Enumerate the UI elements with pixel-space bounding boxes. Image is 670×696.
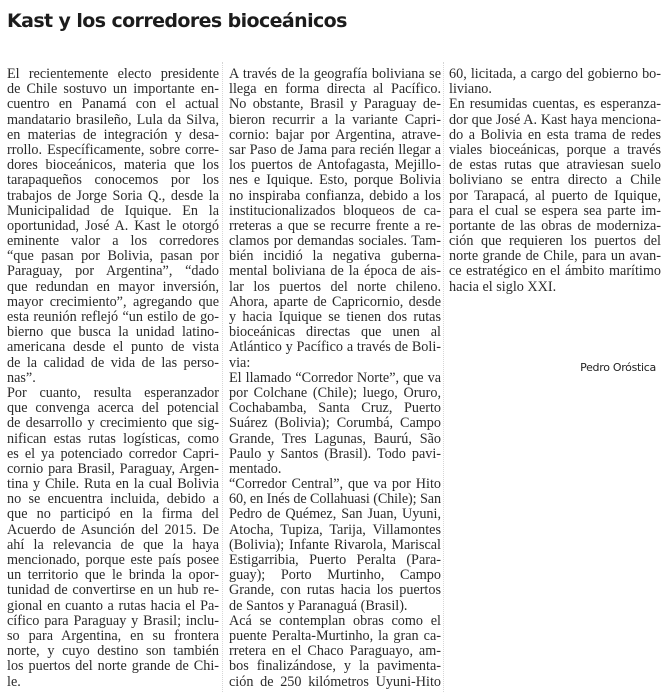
text-line: tarapaqueños conocemos por los [7,172,219,189]
text-line: norte, y cuyo destino son también [7,643,219,660]
text-line: por Colchane (Chile); luego, Oruro, [229,384,441,401]
text-line: no se encuentra incluida, debido a [7,491,219,508]
text-line: bieron recurrir a la variante Capri- [229,111,441,128]
text-line: de la calidad de vida de las perso- [7,354,219,371]
column-divider [443,62,444,692]
text-line: guay); Porto Murtinho, Campo [229,567,441,584]
text-line: y hacia Iquique se tienen dos rutas [229,309,441,325]
text-line: Grande, Tres Lagunas, Baurú, São [229,430,441,447]
paragraph [7,386,219,690]
text-line: esta reunión reflejó “un estilo de go- [7,309,219,325]
text-line: portante de las obras de moderniza- [449,217,661,234]
paragraph [229,371,441,477]
text-line: de Santos y Paranaguá (Brasil). [229,597,408,614]
text-line: Atocha, Tupiza, Tarija, Villamontes [229,521,441,538]
paragraph [449,97,661,294]
text-line: Grande, con rutas hacia los puertos [229,582,441,599]
text-line: ción de 250 kilómetros Uyuni-Hito [229,673,441,690]
text-line: trabajos de Jorge Soria Q., desde la [7,187,219,204]
article-column-3 [449,67,661,295]
text-line: es el ya potenciado corredor Capri- [7,445,219,462]
text-line: Suárez (Bolivia); Corumbá, Campo [229,415,441,432]
text-line: Atlántico y Pacífico a través de Boli- [229,339,441,356]
text-line: tunidad de convertirse en un hub re- [7,582,219,599]
text-line: que no participó en la firma del [7,506,219,523]
paragraph [229,67,441,371]
text-line: que convenga acerca del potencial [7,400,219,417]
text-line: 60, licitada, a cargo del gobierno bo- [449,66,661,82]
text-line: so para Argentina, en su frontera [7,627,219,644]
text-line: nas”. [7,369,36,386]
text-line: rrollo. Específicamente, sobre corre- [7,141,219,158]
text-line: clamos por demandas sociales. Tam- [229,233,441,250]
author-byline: Pedro Oróstica [580,361,656,374]
text-line: llega en forma directa al Pacífico. [229,81,441,98]
text-line: Municipalidad de Iquique. En la [7,202,219,219]
text-line: En resumidas cuentas, es esperanza- [449,96,661,113]
text-line: bién incidió la negativa guberna- [229,248,441,265]
text-line: un territorio que le brinda la opor- [7,567,219,584]
text-line: El llamado “Corredor Norte”, que va [229,369,441,386]
text-line: gional en cuanto a rutas hacia el Pa- [7,597,219,614]
text-line: que redundan en mayor inversión, [7,278,219,295]
text-line: liviano. [449,81,492,98]
text-line: Estigarribia, Puerto Peralta (Para- [229,552,441,568]
text-line: oportunidad, José A. Kast le otorgó [7,217,219,234]
text-line: No obstante, Brasil y Paraguay de- [229,96,441,113]
text-line: Ahora, aparte de Capricornio, desde [229,293,441,310]
text-line: ce estratégico en el ámbito marítimo [449,263,661,280]
paragraph [229,614,441,690]
text-line: hacia el siglo XXI. [449,278,557,295]
text-line: ahí la relevancia de que la haya [7,536,219,553]
text-line: americana desde el punto de vista [7,339,219,356]
text-line: eminente valor a los corredores [7,233,219,250]
text-line: viales bioceánicas, porque a través [449,141,661,158]
text-line: mencionado, porque este país posee [7,552,219,568]
text-line: dor que José A. Kast haya menciona- [449,111,661,128]
text-line: Acuerdo de Asunción del 2015. De [7,521,219,538]
text-line: de desarrollo y crecimiento que sig- [7,415,219,432]
text-line: bos finalizándose, y la pavimenta- [229,658,441,675]
text-line: de Chile sostuvo un importante en- [7,81,219,98]
text-line: ción que requieren los puertos del [449,233,661,250]
text-line: por Tarapacá, al puerto de Iquique, [449,187,661,204]
text-line: Pedro de Quémez, San Juan, Uyuni, [229,506,441,523]
article-column-2 [229,67,441,690]
column-divider [222,62,223,692]
text-line: tina y Chile. Ruta en la cual Bolivia [7,476,219,493]
text-line: boliviano se entra directo a Chile [449,172,661,189]
paragraph [7,67,219,386]
text-line: no inspiraba confianza, debido a los [229,187,441,204]
text-line: en materias de integración y desa- [7,126,219,143]
text-line: los puertos del norte grande de Chi- [7,658,219,675]
text-line: rretera en el Chaco Paraguayo, am- [229,643,441,660]
text-line: puente Peralta-Murtinho, la gran ca- [229,627,441,644]
text-line: Paraguay, por Argentina”, “dado [7,263,219,280]
article-title: Kast y los corredores bioceánicos [7,10,347,32]
text-line: Por cuanto, resulta esperanzador [7,384,219,401]
text-line: 60, en Inés de Collahuasi (Chile); San [229,491,441,508]
text-line: mayor crecimiento”, agregando que [7,293,219,310]
text-line: sar Paso de Jama para recién llegar a [229,141,441,158]
text-line: cornio para Brasil, Paraguay, Argen- [7,460,219,477]
paragraph [229,477,441,614]
article-column-1 [7,67,219,690]
text-line: dores bioceánicos, materia que los [7,157,219,174]
text-line: Paulo y Santos (Brasil). Todo pavi- [229,445,441,462]
text-line: nes e Iquique. Esto, porque Bolivia [229,172,441,189]
text-line: via: [229,354,251,371]
text-line: mental boliviana de la época de ais- [229,263,441,280]
text-line: El recientemente electo presidente [7,66,219,82]
text-line: bioceánicas directas que unen al [229,324,441,341]
text-line: mentado. [229,460,282,477]
text-line: para el cual se espera sea parte im- [449,202,661,219]
text-line: A través de la geografía boliviana se [229,66,441,82]
text-line: mandatario brasileño, Lula da Silva, [7,111,219,128]
text-line: Acá se contemplan obras como el [229,612,441,629]
text-line: de estas rutas que atraviesan suelo [449,157,661,174]
text-line: cuentro en Panamá con el actual [7,96,219,113]
text-line: cífico para Paraguay y Brasil; inclu- [7,612,219,629]
text-line: institucionalizados bloqueos de ca- [229,202,441,219]
text-line: los puertos de Antofagasta, Mejillo- [229,157,441,174]
text-line: “que pasan por Bolivia, pasan por [7,248,219,265]
text-line: do a Bolivia en esta trama de redes [449,126,661,143]
text-line: rreteras a que se recurre frente a re- [229,217,441,234]
text-line: le. [7,673,21,690]
text-line: Cochabamba, Santa Cruz, Puerto [229,400,441,417]
paragraph [449,67,661,97]
text-line: lar los puertos del norte chileno. [229,278,441,295]
text-line: bierno que busca la unidad latino- [7,324,219,341]
text-line: “Corredor Central”, que va por Hito [229,476,441,493]
text-line: (Bolivia); Infante Rivarola, Mariscal [229,536,441,553]
text-line: cornio: bajar por Argentina, atrave- [229,126,441,143]
text-line: nifican estas rutas logísticas, como [7,430,219,447]
text-line: norte grande de Chile, para un avan- [449,248,661,265]
